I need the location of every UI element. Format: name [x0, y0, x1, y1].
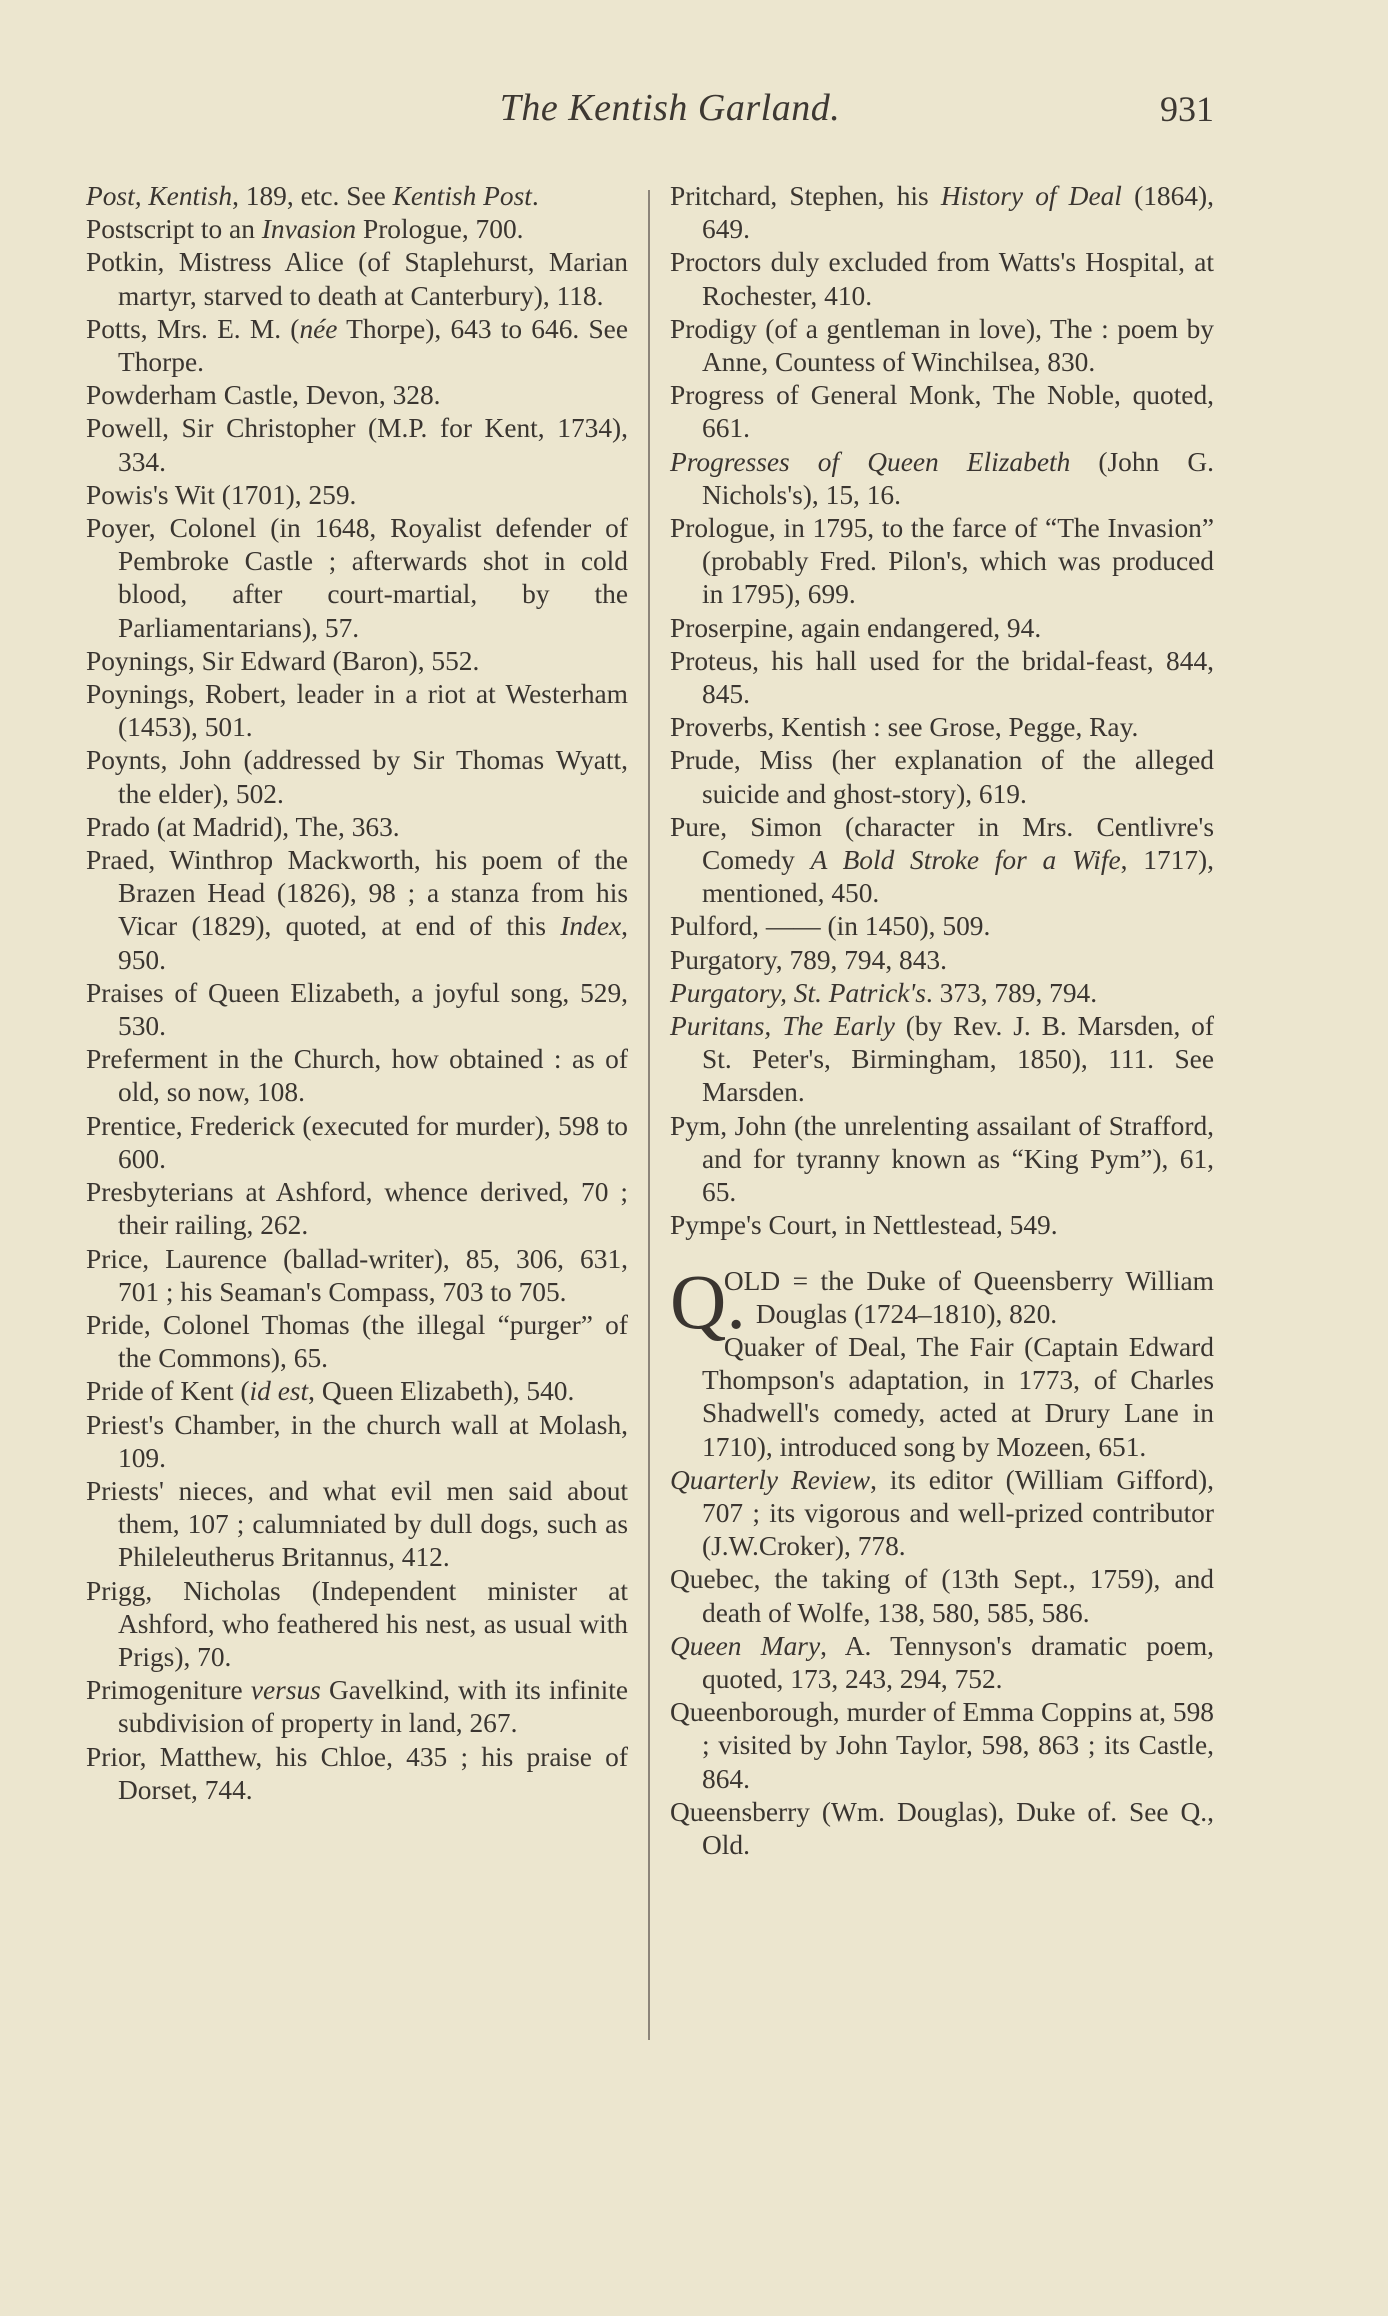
entry-text: Purgatory, 789, 794, 843.: [670, 944, 947, 975]
entry-text: Price, Laurence (ballad-writer), 85, 306, 631, 701 ; his Seaman's Compass, 703 to 705.: [86, 1243, 628, 1307]
index-entry: [86, 246, 628, 312]
page-number: 931: [1160, 89, 1214, 129]
entry-text: Prologue, 700.: [356, 214, 524, 245]
entry-text: Progress of General Monk, The Noble, quoted, 661.: [670, 380, 1214, 444]
entry-text: Preferment in the Church, how obtained : as of old, so now, 108.: [86, 1044, 628, 1108]
italic-title: A Bold Stroke for a Wife: [810, 845, 1121, 876]
index-entry: [670, 1010, 1214, 1110]
index-entry: [86, 1043, 628, 1109]
entry-text: , its editor (William Gifford), 707 ; its vigorous and well-prized contributor (J.W.Croker), 778.: [702, 1464, 1214, 1562]
entry-text: Queensberry (Wm. Douglas), Duke of. See Q., Old.: [670, 1796, 1214, 1860]
index-entry: [670, 645, 1214, 711]
entry-text: Proctors duly excluded from Watts's Hospital, at Rochester, 410.: [670, 247, 1214, 311]
italic-title: Purgatory, St. Patrick's: [670, 977, 926, 1008]
entry-text: Quebec, the taking of (13th Sept., 1759), and death of Wolfe, 138, 580, 585, 586.: [670, 1564, 1214, 1628]
entry-text: Proserpine, again endangered, 94.: [670, 612, 1042, 643]
entry-text: Poyer, Colonel (in 1648, Royalist defender of Pembroke Castle ; afterwards shot in cold blood, after court-martial, by the Parliamentarians), 57.: [86, 513, 628, 643]
index-entry: [86, 512, 628, 645]
entry-text: Potkin, Mistress Alice (of Staplehurst, Marian martyr, starved to death at Canterbury), 118.: [86, 247, 628, 311]
index-entry: [670, 811, 1214, 911]
dropcap-letter: Q.: [670, 1257, 746, 1345]
entry-text: Prologue, in 1795, to the farce of “The Invasion” (probably Fred. Pilon's, which was produced in 1795), 699.: [670, 513, 1214, 610]
index-entry: [670, 1331, 1214, 1464]
entry-text: Prigg, Nicholas (Independent minister at Ashford, who feathered his nest, as usual with Prigs), 70.: [86, 1575, 628, 1672]
entry-text: , 189, etc. See: [232, 181, 393, 211]
index-entry: [86, 744, 628, 810]
index-entry: [670, 744, 1214, 810]
index-entry: [86, 811, 628, 844]
index-entry: [86, 1176, 628, 1242]
entry-text: Prentice, Frederick (executed for murder), 598 to 600.: [86, 1110, 628, 1174]
italic-title: Kentish Post: [392, 181, 532, 211]
entry-text: , 950.: [118, 911, 628, 975]
index-entry: [670, 1696, 1214, 1796]
entry-text: , 1717), mentioned, 450.: [702, 845, 1214, 909]
entry-text: . 373, 789, 794.: [925, 977, 1098, 1008]
index-entry: [86, 844, 628, 977]
italic-title: Post, Kentish: [86, 181, 233, 211]
entry-text: Powell, Sir Christopher (M.P. for Kent, 1734), 334.: [86, 413, 628, 477]
entry-text: Queenborough, murder of Emma Coppins at, 598 ; visited by John Taylor, 598, 863 ; its Castle, 864.: [670, 1697, 1214, 1794]
italic-title: Invasion: [261, 214, 357, 245]
italic-title: id est: [249, 1376, 309, 1407]
index-entry: [670, 313, 1214, 379]
index-entry: [86, 1243, 628, 1309]
entry-text: Poynings, Robert, leader in a riot at Westerham (1453), 501.: [86, 679, 628, 743]
entry-text: Powis's Wit (1701), 259.: [86, 479, 357, 510]
entry-text: Potts, Mrs. E. M. (: [86, 313, 300, 344]
entry-text: Primogeniture: [86, 1675, 251, 1706]
entry-text: (John G. Nichols's), 15, 16.: [702, 446, 1214, 510]
column-divider: [648, 190, 650, 2040]
italic-title: versus: [250, 1675, 321, 1706]
index-entry: [670, 1563, 1214, 1629]
entry-text: , A. Tennyson's dramatic poem, quoted, 173, 243, 294, 752.: [702, 1630, 1214, 1694]
italic-title: Index: [560, 911, 622, 942]
index-entry: [670, 446, 1214, 512]
index-entry: [86, 678, 628, 744]
running-header-title: The Kentish Garland.: [499, 87, 841, 129]
index-entry: [670, 1209, 1214, 1242]
entry-text: (1864), 649.: [702, 181, 1214, 245]
index-entry: [86, 1309, 628, 1375]
index-entry: [86, 313, 628, 379]
italic-title: Puritans, The Early: [670, 1011, 895, 1042]
entry-text: (by Rev. J. B. Marsden, of St. Peter's, Birmingham, 1850), 111. See Marsden.: [702, 1011, 1214, 1108]
entry-text: OLD = the Duke of Queensberry William Douglas (1724–1810), 820.: [723, 1265, 1214, 1329]
index-entry: [670, 180, 1214, 246]
entry-text: Poynings, Sir Edward (Baron), 552.: [86, 645, 480, 676]
entry-text: Proverbs, Kentish : see Grose, Pegge, Ray.: [670, 712, 1139, 743]
index-entry: [670, 1110, 1214, 1210]
entry-text: Prior, Matthew, his Chloe, 435 ; his praise of Dorset, 744.: [86, 1741, 628, 1805]
entry-text: Praises of Queen Elizabeth, a joyful song, 529, 530.: [86, 977, 628, 1042]
entry-text: Gavelkind, with its infinite subdivision of property in land, 267.: [118, 1675, 628, 1739]
entry-text: .: [531, 181, 539, 211]
index-entry: [86, 1575, 628, 1675]
entry-text: Proteus, his hall used for the bridal-feast, 844, 845.: [670, 645, 1214, 710]
index-entry: [670, 246, 1214, 312]
index-entry: [86, 1110, 628, 1176]
index-entry: [86, 1375, 628, 1408]
entry-text: Quaker of Deal, The Fair (Captain Edward Thompson's adaptation, in 1773, of Charles Shadwell's comedy, acted at Drury Lane in 1710), introduced song by Mozeen, 651.: [702, 1331, 1214, 1462]
entry-text: Presbyterians at Ashford, whence derived, 70 ; their railing, 262.: [86, 1177, 628, 1241]
index-entry: [86, 1674, 628, 1740]
index-entry: [670, 1464, 1214, 1564]
entry-text: Prado (at Madrid), The, 363.: [86, 811, 400, 842]
index-entry: [670, 1257, 1214, 1345]
index-entry: [670, 1796, 1214, 1862]
index-entry: [86, 412, 628, 478]
entry-text: Powderham Castle, Devon, 328.: [86, 380, 441, 411]
entry-text: Prude, Miss (her explanation of the alleged suicide and ghost-story), 619.: [670, 745, 1214, 809]
entry-text: Poynts, John (addressed by Sir Thomas Wyatt, the elder), 502.: [86, 745, 628, 809]
entry-text: Postscript to an: [86, 214, 262, 245]
index-entry: [670, 512, 1214, 612]
italic-title: Progresses of Queen Elizabeth: [670, 446, 1071, 477]
index-entry: [670, 612, 1214, 645]
entry-text: Priest's Chamber, in the church wall at Molash, 109.: [86, 1409, 628, 1473]
index-entry: [86, 977, 628, 1043]
entry-text: Priests' nieces, and what evil men said about them, 107 ; calumniated by dull dogs, such as Phileleutherus Britannus, 412.: [86, 1475, 628, 1573]
entry-text: Pride, Colonel Thomas (the illegal “purger” of the Commons), 65.: [86, 1309, 628, 1374]
index-column-right: [670, 180, 1214, 1862]
entry-text: Pulford, —— (in 1450), 509.: [670, 911, 991, 942]
entry-text: Pure, Simon (character in Mrs. Centlivre's Comedy: [670, 811, 1214, 876]
index-entry: [670, 379, 1214, 445]
index-entry: [86, 1741, 628, 1807]
index-entry: [86, 180, 628, 213]
index-entry: [86, 213, 628, 246]
index-entry: [86, 645, 628, 678]
index-entry: [670, 977, 1214, 1010]
italic-title: née: [299, 313, 338, 344]
index-entry: [670, 1630, 1214, 1696]
entry-text: Thorpe), 643 to 646. See Thorpe.: [118, 313, 629, 378]
index-entry: [86, 1475, 628, 1575]
index-entry: [86, 379, 628, 412]
entry-text: Pympe's Court, in Nettlestead, 549.: [670, 1210, 1058, 1241]
italic-title: Queen Mary: [670, 1630, 821, 1661]
entry-text: Pym, John (the unrelenting assailant of Strafford, and for tyranny known as “King Pym”), 61, 65.: [670, 1110, 1214, 1208]
italic-title: Quarterly Review: [670, 1464, 871, 1495]
index-entry: [670, 910, 1214, 943]
index-entry: [670, 944, 1214, 977]
italic-title: History of Deal: [940, 181, 1122, 211]
entry-text: , Queen Elizabeth), 540.: [308, 1376, 575, 1407]
index-entry: [670, 711, 1214, 744]
index-column-left: [86, 180, 628, 1807]
entry-text: Praed, Winthrop Mackworth, his poem of the Brazen Head (1826), 98 ; a stanza from his Vicar (1829), quoted, at end of this: [86, 845, 628, 942]
index-entry: [86, 1409, 628, 1475]
entry-text: Pritchard, Stephen, his: [670, 181, 941, 211]
entry-text: Pride of Kent (: [86, 1376, 250, 1407]
index-entry: [86, 479, 628, 512]
entry-text: Prodigy (of a gentleman in love), The : poem by Anne, Countess of Winchilsea, 830.: [670, 313, 1214, 378]
